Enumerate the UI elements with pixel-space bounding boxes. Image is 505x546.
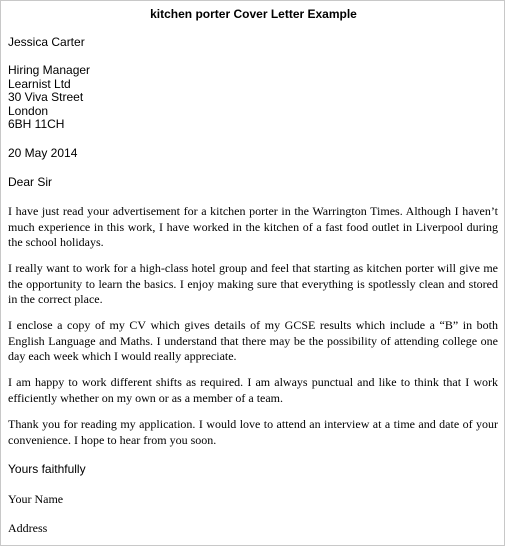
recipient-line-3: 30 Viva Street	[8, 90, 84, 105]
signature-name: Your Name	[8, 492, 64, 506]
paragraph-3: I enclose a copy of my CV which gives details of my GCSE results which include a “B” in both English Language and Maths. I understand that there may be the possibility of attending college one day each week which I would really appreciate.	[8, 318, 498, 363]
paragraph-4: I am happy to work different shifts as required. I am always punctual and like to think that I work efficiently whether on my own or as a member of a team.	[8, 375, 498, 405]
recipient-line-1: Hiring Manager	[8, 63, 91, 77]
salutation: Dear Sir	[8, 175, 53, 189]
paragraph-5: Thank you for reading my application. I would love to attend an interview at a time and date of your convenience. I hope to hear from you soon.	[8, 417, 498, 447]
closing: Yours faithfully	[8, 462, 86, 476]
paragraph-1: I have just read your advertisement for a kitchen porter in the Warrington Times. Although I haven’t much experience in this work, I have worked in the kitchen of a fast food outlet in Liverpool during the school holidays.	[8, 204, 498, 249]
recipient-line-2: Learnist Ltd	[8, 76, 71, 91]
signature-address: Address	[8, 521, 48, 535]
letter-date: 20 May 2014	[8, 146, 78, 160]
paragraph-2: I really want to work for a high-class hotel group and feel that starting as kitchen porter will give me the opportunity to learn the basics. I enjoy making sure that everything is spotlessly clean and stored in the correct place.	[8, 261, 498, 306]
recipient-line-4: London	[8, 103, 49, 118]
page-title: kitchen porter Cover Letter Example	[150, 7, 357, 21]
recipient-address	[8, 64, 498, 132]
recipient-line-5: 6BH 11CH	[8, 117, 65, 132]
sender-name: Jessica Carter	[8, 35, 85, 49]
